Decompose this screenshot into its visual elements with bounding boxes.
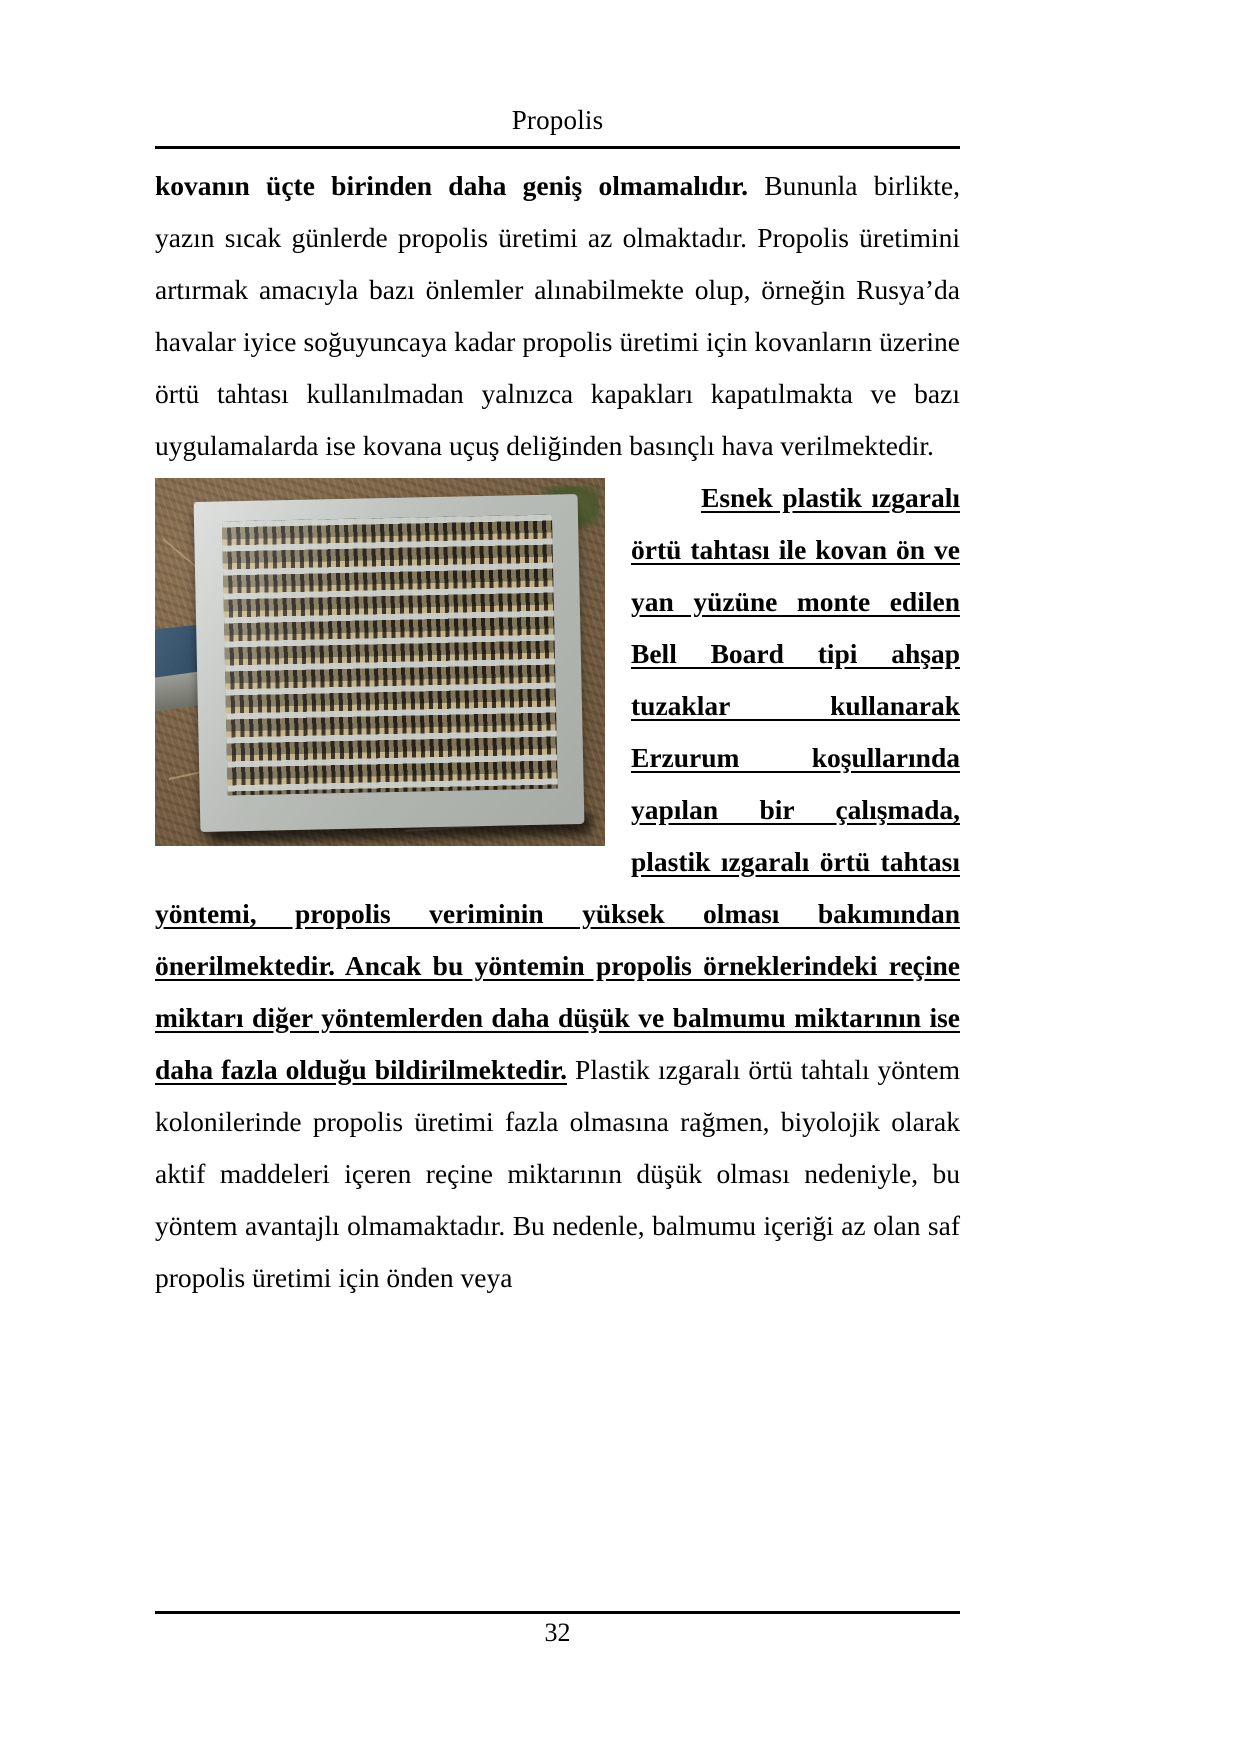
page-number: 32: [544, 1618, 571, 1647]
plastic-grid-frame: [194, 494, 585, 832]
footer-divider: [155, 1611, 960, 1614]
header-divider: [155, 146, 960, 149]
paragraph-2: [155, 472, 960, 1304]
grid-bars: [222, 515, 558, 796]
page-body: [155, 160, 960, 1304]
page-header-title: Propolis: [511, 105, 604, 135]
frame-inner-grid: [222, 515, 558, 796]
figure-propolis-grid-cover-board: [155, 478, 605, 846]
paragraph-1: [155, 160, 960, 472]
paragraph-2-underlined-bold: Esnek plastik ızgaralı örtü tahtası ile kovan ön ve yan yüzüne monte edilen Bell Board tipi ahşap tuzaklar kullanarak Erzurum koşullarında yapılan bir çalışmada, plastik ızgaralı örtü tahtası yöntemi, propolis veriminin yüksek olması bakımından önerilmektedir. Ancak bu yöntemin propolis örneklerindeki reçine miktarı diğer yöntemlerden daha düşük ve balmumu miktarının ise daha fazla olduğu bildirilmektedir.: [155, 482, 960, 1085]
paragraph-2-text: Plastik ızgaralı örtü tahtalı yöntem kolonilerinde propolis üretimi fazla olmasına rağmen, biyolojik olarak aktif maddeleri içeren reçine miktarının düşük olması nedeniyle, bu yöntem avantajlı olmamaktadır. Bu nedenle, balmumu içeriği az olan saf propolis üretimi için önden veya: [155, 1054, 961, 1293]
paragraph-1-text: Bununla birlikte, yazın sıcak günlerde propolis üretimi az olmaktadır. Propolis üretimini artırmak amacıyla bazı önlemler alınabilmekte olup, örneğin Rusya’da havalar iyice soğuyuncaya kadar propolis üretimi için kovanların üzerine örtü tahtası kullanılmadan yalnızca kapakları kapatılmakta ve bazı uygulamalarda ise kovana uçuş deliğinden basınçlı hava verilmektedir.: [155, 170, 960, 461]
paragraph-1-bold-lead: kovanın üçte birinden daha geniş olmamalıdır.: [155, 170, 748, 201]
